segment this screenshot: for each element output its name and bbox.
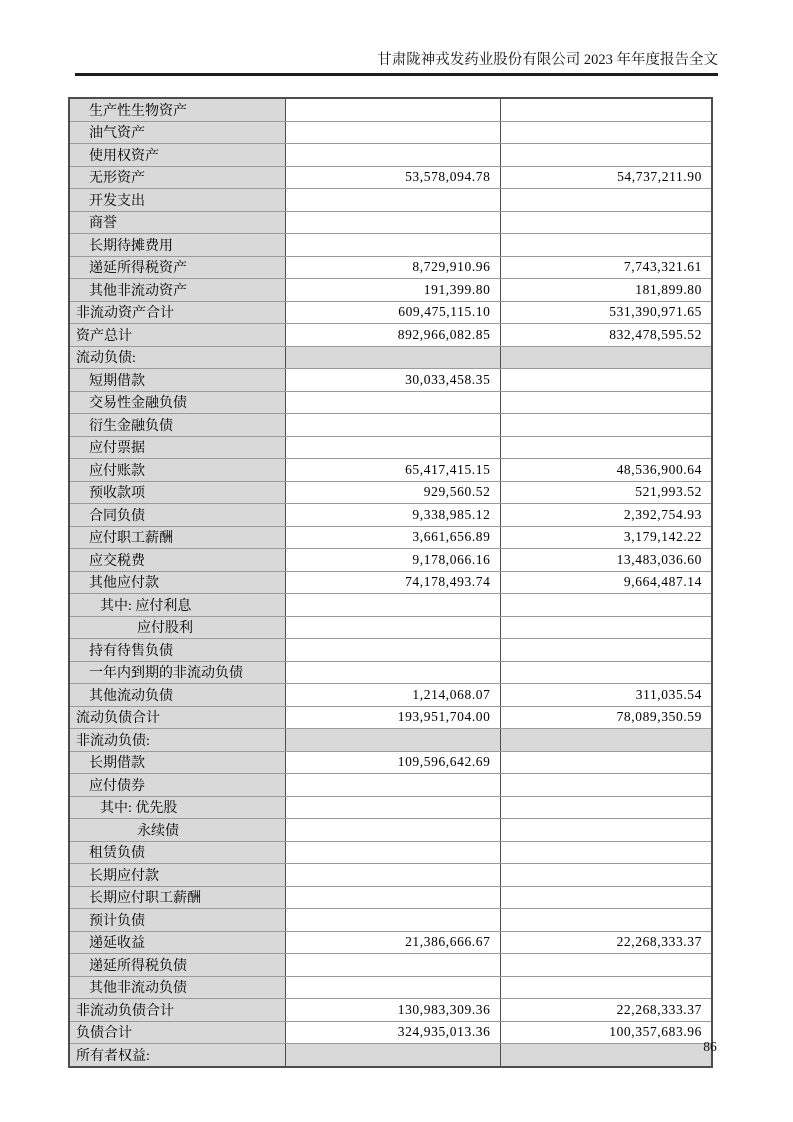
table-row	[69, 864, 712, 887]
table-row	[69, 324, 712, 347]
row-label-cell: 一年内到期的非流动负债	[69, 661, 285, 684]
row-label-cell: 商誉	[69, 211, 285, 234]
prior-amount-cell: 7,743,321.61	[500, 256, 712, 279]
row-label-cell: 长期应付职工薪酬	[69, 886, 285, 909]
current-amount-cell: 3,661,656.89	[285, 526, 500, 549]
row-label-cell: 应付票据	[69, 436, 285, 459]
prior-amount-cell: 22,268,333.37	[500, 931, 712, 954]
prior-amount-cell	[500, 98, 712, 121]
prior-amount-cell	[500, 639, 712, 662]
current-amount-cell	[285, 436, 500, 459]
current-amount-cell	[285, 98, 500, 121]
table-row	[69, 774, 712, 797]
row-label-cell: 长期待摊费用	[69, 234, 285, 257]
row-label-cell: 生产性生物资产	[69, 98, 285, 121]
table-row	[69, 166, 712, 189]
current-amount-cell	[285, 774, 500, 797]
prior-amount-cell	[500, 436, 712, 459]
row-label-cell: 递延所得税负债	[69, 954, 285, 977]
current-amount-cell	[285, 864, 500, 887]
prior-amount-cell: 531,390,971.65	[500, 301, 712, 324]
table-row	[69, 751, 712, 774]
table-row	[69, 616, 712, 639]
table-row	[69, 301, 712, 324]
prior-amount-cell: 100,357,683.96	[500, 1021, 712, 1044]
current-amount-cell	[285, 796, 500, 819]
table-row	[69, 571, 712, 594]
current-amount-cell: 109,596,642.69	[285, 751, 500, 774]
table-row	[69, 706, 712, 729]
current-amount-cell: 53,578,094.78	[285, 166, 500, 189]
prior-amount-cell	[500, 346, 712, 369]
current-amount-cell	[285, 886, 500, 909]
current-amount-cell: 9,338,985.12	[285, 504, 500, 527]
header-rule	[75, 73, 718, 76]
current-amount-cell: 324,935,013.36	[285, 1021, 500, 1044]
table-row	[69, 1021, 712, 1044]
prior-amount-cell: 2,392,754.93	[500, 504, 712, 527]
row-label-cell: 其中: 应付利息	[69, 594, 285, 617]
row-label-cell: 所有者权益:	[69, 1044, 285, 1067]
row-label-cell: 永续债	[69, 819, 285, 842]
row-label-cell: 资产总计	[69, 324, 285, 347]
current-amount-cell: 929,560.52	[285, 481, 500, 504]
row-label-cell: 短期借款	[69, 369, 285, 392]
row-label-cell: 预收款项	[69, 481, 285, 504]
row-label-cell: 长期应付款	[69, 864, 285, 887]
current-amount-cell: 21,386,666.67	[285, 931, 500, 954]
current-amount-cell: 191,399.80	[285, 279, 500, 302]
table-row	[69, 369, 712, 392]
row-label-cell: 衍生金融负债	[69, 414, 285, 437]
current-amount-cell	[285, 976, 500, 999]
current-amount-cell: 609,475,115.10	[285, 301, 500, 324]
current-amount-cell	[285, 661, 500, 684]
table-row	[69, 189, 712, 212]
row-label-cell: 非流动负债合计	[69, 999, 285, 1022]
prior-amount-cell	[500, 976, 712, 999]
table-row	[69, 346, 712, 369]
table-row	[69, 594, 712, 617]
table-row	[69, 819, 712, 842]
table-row	[69, 414, 712, 437]
row-label-cell: 应付债券	[69, 774, 285, 797]
current-amount-cell: 1,214,068.07	[285, 684, 500, 707]
table-row	[69, 661, 712, 684]
table-row	[69, 256, 712, 279]
row-label-cell: 使用权资产	[69, 144, 285, 167]
table-row	[69, 504, 712, 527]
balance-sheet-body	[69, 98, 712, 1067]
row-label-cell: 油气资产	[69, 121, 285, 144]
current-amount-cell	[285, 234, 500, 257]
table-row	[69, 639, 712, 662]
prior-amount-cell: 78,089,350.59	[500, 706, 712, 729]
prior-amount-cell: 22,268,333.37	[500, 999, 712, 1022]
prior-amount-cell	[500, 1044, 712, 1067]
row-label-cell: 递延所得税资产	[69, 256, 285, 279]
table-row	[69, 144, 712, 167]
table-row	[69, 481, 712, 504]
prior-amount-cell	[500, 909, 712, 932]
prior-amount-cell	[500, 144, 712, 167]
page-number: 86	[703, 1039, 717, 1054]
row-label-cell: 其中: 优先股	[69, 796, 285, 819]
prior-amount-cell	[500, 751, 712, 774]
row-label-cell: 其他非流动负债	[69, 976, 285, 999]
table-row	[69, 549, 712, 572]
page-header-title: 甘肃陇神戎发药业股份有限公司 2023 年年度报告全文	[377, 52, 718, 68]
table-row	[69, 121, 712, 144]
row-label-cell: 合同负债	[69, 504, 285, 527]
current-amount-cell	[285, 211, 500, 234]
current-amount-cell: 9,178,066.16	[285, 549, 500, 572]
row-label-cell: 流动负债合计	[69, 706, 285, 729]
prior-amount-cell	[500, 391, 712, 414]
current-amount-cell	[285, 954, 500, 977]
prior-amount-cell: 48,536,900.64	[500, 459, 712, 482]
prior-amount-cell: 521,993.52	[500, 481, 712, 504]
prior-amount-cell: 3,179,142.22	[500, 526, 712, 549]
current-amount-cell	[285, 909, 500, 932]
prior-amount-cell	[500, 661, 712, 684]
table-row	[69, 98, 712, 121]
table-row	[69, 436, 712, 459]
table-row	[69, 391, 712, 414]
row-label-cell: 应付职工薪酬	[69, 526, 285, 549]
row-label-cell: 非流动负债:	[69, 729, 285, 752]
prior-amount-cell: 54,737,211.90	[500, 166, 712, 189]
current-amount-cell	[285, 144, 500, 167]
prior-amount-cell	[500, 211, 712, 234]
current-amount-cell: 8,729,910.96	[285, 256, 500, 279]
prior-amount-cell: 311,035.54	[500, 684, 712, 707]
current-amount-cell	[285, 639, 500, 662]
current-amount-cell	[285, 1044, 500, 1067]
row-label-cell: 租赁负债	[69, 841, 285, 864]
row-label-cell: 其他流动负债	[69, 684, 285, 707]
current-amount-cell: 30,033,458.35	[285, 369, 500, 392]
current-amount-cell	[285, 121, 500, 144]
table-row	[69, 279, 712, 302]
current-amount-cell	[285, 391, 500, 414]
table-row	[69, 684, 712, 707]
prior-amount-cell	[500, 616, 712, 639]
current-amount-cell	[285, 346, 500, 369]
table-row	[69, 954, 712, 977]
row-label-cell: 应付股利	[69, 616, 285, 639]
table-row	[69, 886, 712, 909]
prior-amount-cell	[500, 189, 712, 212]
table-row	[69, 999, 712, 1022]
current-amount-cell	[285, 616, 500, 639]
prior-amount-cell	[500, 234, 712, 257]
table-row	[69, 841, 712, 864]
prior-amount-cell	[500, 864, 712, 887]
current-amount-cell	[285, 414, 500, 437]
current-amount-cell	[285, 189, 500, 212]
current-amount-cell: 892,966,082.85	[285, 324, 500, 347]
current-amount-cell	[285, 729, 500, 752]
table-row	[69, 211, 712, 234]
prior-amount-cell: 181,899.80	[500, 279, 712, 302]
table-row	[69, 909, 712, 932]
prior-amount-cell: 832,478,595.52	[500, 324, 712, 347]
prior-amount-cell	[500, 121, 712, 144]
table-row	[69, 459, 712, 482]
row-label-cell: 流动负债:	[69, 346, 285, 369]
row-label-cell: 非流动资产合计	[69, 301, 285, 324]
prior-amount-cell	[500, 369, 712, 392]
current-amount-cell	[285, 819, 500, 842]
row-label-cell: 应交税费	[69, 549, 285, 572]
prior-amount-cell	[500, 729, 712, 752]
row-label-cell: 持有待售负债	[69, 639, 285, 662]
prior-amount-cell	[500, 841, 712, 864]
prior-amount-cell	[500, 819, 712, 842]
current-amount-cell: 130,983,309.36	[285, 999, 500, 1022]
row-label-cell: 开发支出	[69, 189, 285, 212]
table-row	[69, 796, 712, 819]
table-row	[69, 234, 712, 257]
prior-amount-cell	[500, 774, 712, 797]
table-row	[69, 1044, 712, 1067]
prior-amount-cell	[500, 954, 712, 977]
prior-amount-cell	[500, 886, 712, 909]
current-amount-cell: 65,417,415.15	[285, 459, 500, 482]
prior-amount-cell	[500, 796, 712, 819]
row-label-cell: 无形资产	[69, 166, 285, 189]
current-amount-cell: 74,178,493.74	[285, 571, 500, 594]
row-label-cell: 应付账款	[69, 459, 285, 482]
prior-amount-cell: 9,664,487.14	[500, 571, 712, 594]
row-label-cell: 负债合计	[69, 1021, 285, 1044]
table-row	[69, 976, 712, 999]
current-amount-cell: 193,951,704.00	[285, 706, 500, 729]
row-label-cell: 长期借款	[69, 751, 285, 774]
table-row	[69, 526, 712, 549]
table-row	[69, 729, 712, 752]
prior-amount-cell	[500, 594, 712, 617]
row-label-cell: 交易性金融负债	[69, 391, 285, 414]
current-amount-cell	[285, 594, 500, 617]
row-label-cell: 其他应付款	[69, 571, 285, 594]
row-label-cell: 递延收益	[69, 931, 285, 954]
row-label-cell: 其他非流动资产	[69, 279, 285, 302]
prior-amount-cell	[500, 414, 712, 437]
current-amount-cell	[285, 841, 500, 864]
prior-amount-cell: 13,483,036.60	[500, 549, 712, 572]
table-row	[69, 931, 712, 954]
balance-sheet-table	[68, 97, 713, 1068]
row-label-cell: 预计负债	[69, 909, 285, 932]
